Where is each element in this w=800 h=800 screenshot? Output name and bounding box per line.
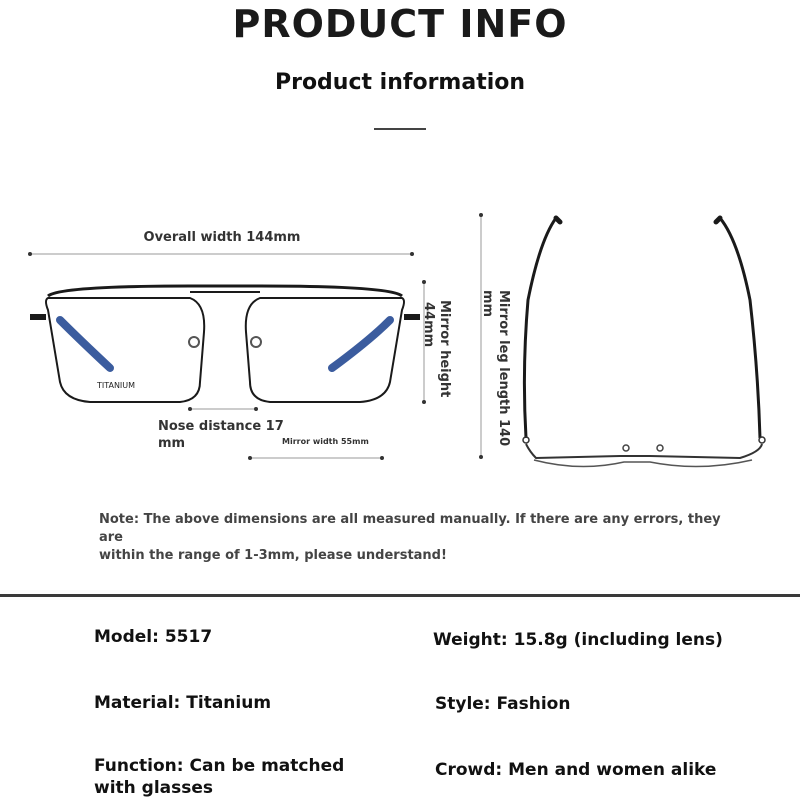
spec-weight: Weight: 15.8g (including lens) (433, 630, 723, 650)
overall-width-dimension (28, 252, 414, 256)
glasses-top-view-image (523, 218, 765, 467)
spec-crowd: Crowd: Men and women alike (435, 760, 717, 780)
leg-length-unit: mm (480, 290, 495, 318)
titanium-stamp: TITANIUM (96, 381, 136, 390)
leg-length-label: Mirror leg length 140 (496, 290, 511, 447)
page-title: PRODUCT INFO (232, 2, 568, 46)
nose-distance-label: Nose distance 17 (158, 419, 284, 434)
spec-model: Model: 5517 (94, 627, 213, 647)
overall-width-label: Overall width 144mm (143, 230, 301, 245)
note-line-2: within the range of 1-3mm, please understand! (99, 548, 447, 563)
mirror-height-label: Mirror height (437, 300, 452, 398)
spec-style: Style: Fashion (435, 694, 571, 714)
section-divider (0, 594, 800, 597)
nose-distance-dimension (188, 407, 258, 411)
leg-length-dimension (479, 213, 483, 459)
glasses-front-image (30, 286, 420, 402)
spec-function (94, 755, 344, 799)
measurement-note (99, 511, 739, 565)
title-underline (374, 128, 426, 130)
page-subtitle: Product information (274, 70, 526, 95)
spec-material: Material: Titanium (94, 693, 272, 713)
note-line-1: Note: The above dimensions are all measured manually. If there are any errors, they are (99, 512, 721, 545)
nose-distance-unit: mm (158, 436, 186, 451)
mirror-width-label: Mirror width 55mm (282, 437, 369, 446)
spec-function-line-1: Function: Can be matched (94, 756, 345, 776)
mirror-height-value: 44mm (421, 302, 436, 348)
spec-function-line-2: with glasses (94, 778, 214, 798)
mirror-width-dimension (248, 456, 384, 460)
glasses-dimension-diagram (0, 200, 800, 480)
